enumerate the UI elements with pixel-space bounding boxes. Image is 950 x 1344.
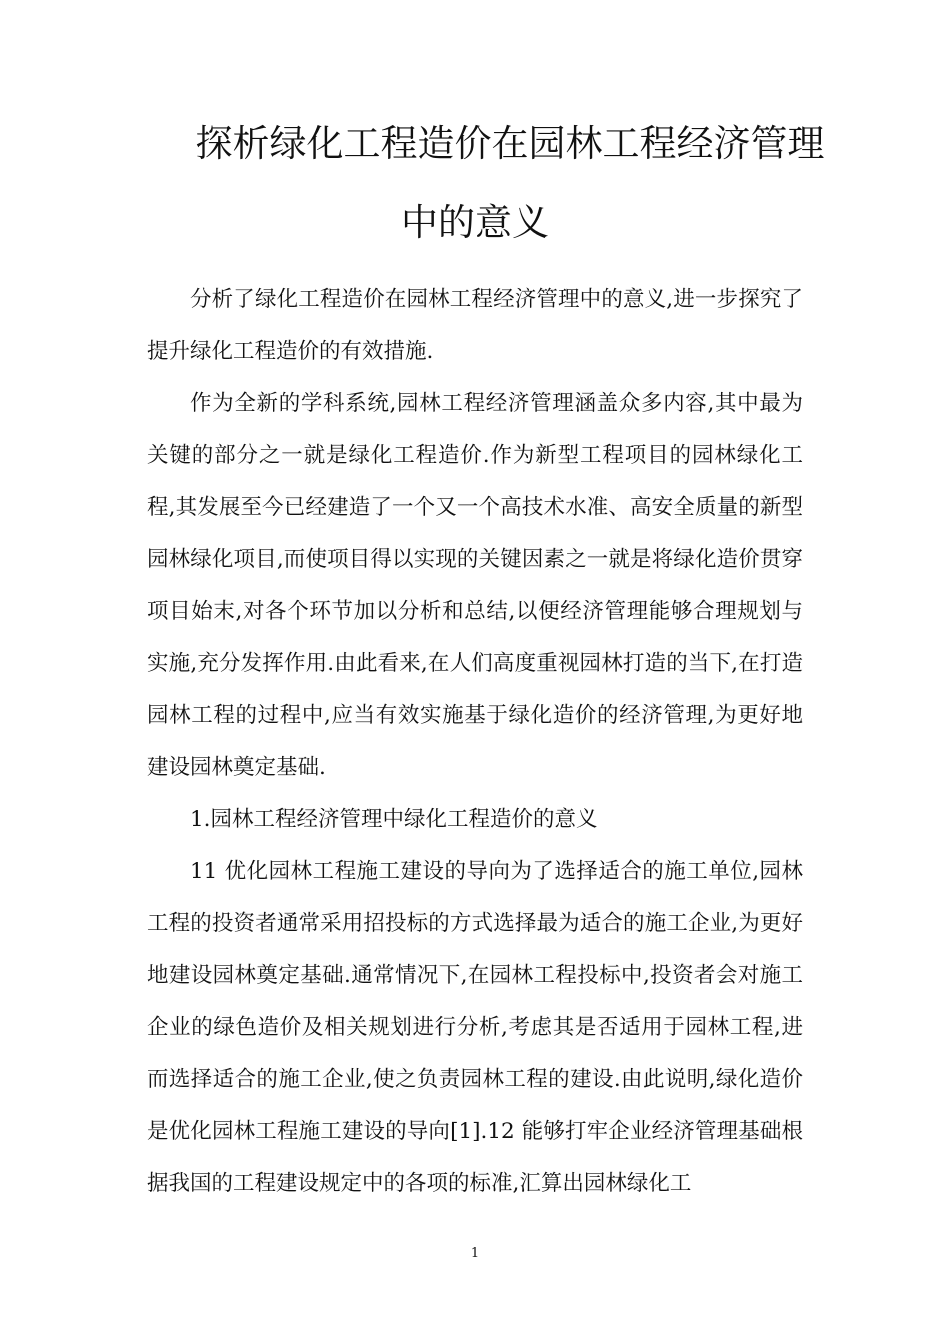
document-body	[147, 274, 803, 1210]
paragraph-section-1-1: 11 优化园林工程施工建设的导向为了选择适合的施工单位,园林工程的投资者通常采用招投标的方式选择最为适合的施工企业,为更好地建设园林奠定基础.通常情况下,在园林工程投标中,投资者会对施工企业的绿色造价及相关规划进行分析,考虑其是否适用于园林工程,进而选择适合的施工企业,使之负责园林工程的建设.由此说明,绿化造价是优化园林工程施工建设的导向[1].12 能够打牢企业经济管理基础根据我国的工程建设规定中的各项的标准,汇算出园林绿化工	[147, 859, 803, 1196]
document-title-line-1: 探析绿化工程造价在园林工程经济管理	[195, 122, 825, 165]
document-title-line-2: 中的意义	[401, 201, 549, 244]
paragraph-intro: 作为全新的学科系统,园林工程经济管理涵盖众多内容,其中最为关键的部分之一就是绿化工程造价.作为新型工程项目的园林绿化工程,其发展至今已经建造了一个又一个高技术水准、高安全质量的新型园林绿化项目,而使项目得以实现的关键因素之一就是将绿化造价贯穿项目始末,对各个环节加以分析和总结,以便经济管理能够合理规划与实施,充分发挥作用.由此看来,在人们高度重视园林打造的当下,在打造园林工程的过程中,应当有效实施基于绿化造价的经济管理,为更好地建设园林奠定基础.	[147, 391, 803, 780]
page-number: 1	[470, 1246, 480, 1261]
section-heading-1: 1.园林工程经济管理中绿化工程造价的意义	[190, 807, 598, 832]
paragraph-abstract: 分析了绿化工程造价在园林工程经济管理中的意义,进一步探究了提升绿化工程造价的有效措施.	[147, 287, 803, 364]
